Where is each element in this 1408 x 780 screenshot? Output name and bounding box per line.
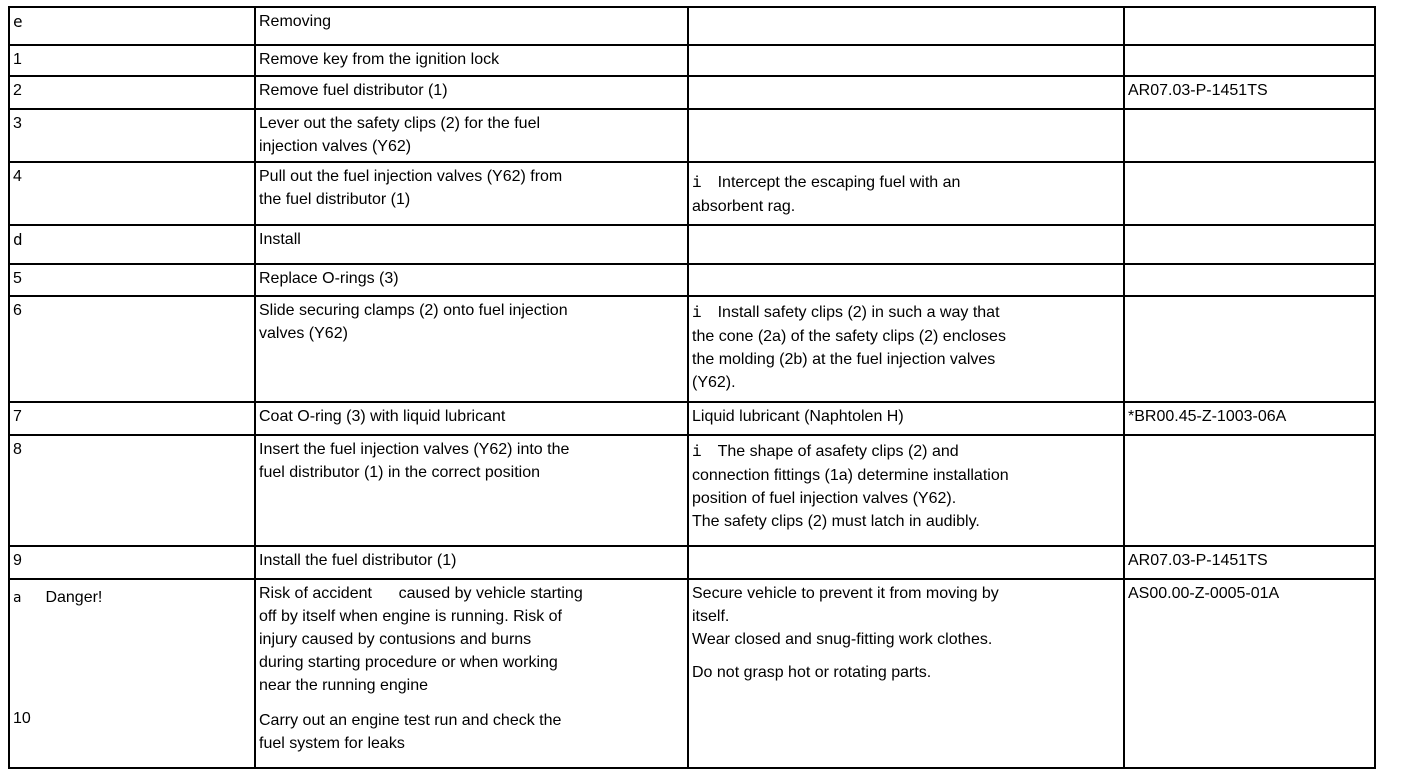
note-line: Install safety clips (2) in such a way that [717,304,1000,321]
action-line: Lever out the safety clips (2) for the fuel [259,115,541,132]
table-row [9,7,1375,45]
step-number: 10 [13,710,31,727]
note-line: the cone (2a) of the safety clips (2) encloses [692,328,1006,345]
table-row [9,162,1375,225]
action-line: injection valves (Y62) [259,138,412,155]
note-line: Secure vehicle to prevent it from moving by [692,585,999,602]
action-line: the fuel distributor (1) [259,191,411,208]
step-note [688,45,1124,76]
action-line: Insert the fuel injection valves (Y62) into the [259,441,570,458]
step-number: 5 [9,264,255,296]
action-line: during starting procedure or when working [259,654,558,671]
step-reference: AR07.03-P-1451TS [1124,76,1375,109]
action-line: Pull out the fuel injection valves (Y62) from [259,168,563,185]
step-number: 6 [9,296,255,402]
step-action: Remove key from the ignition lock [255,45,688,76]
step-note: Liquid lubricant (Naphtolen H) [688,402,1124,435]
danger-label: Danger! [45,589,103,606]
table-row [9,435,1375,546]
note-line: Intercept the escaping fuel with an [717,174,961,191]
table-row [9,264,1375,296]
step-reference [1124,225,1375,264]
note-line: The safety clips (2) must latch in audibly. [692,513,980,530]
step-action: Coat O-ring (3) with liquid lubricant [255,402,688,435]
table-row [9,109,1375,162]
note-line: (Y62). [692,374,736,391]
step-note [688,296,1124,402]
step-action: Replace O-rings (3) [255,264,688,296]
step-action: Install the fuel distributor (1) [255,546,688,579]
note-line: Do not grasp hot or rotating parts. [692,664,932,681]
note-line: absorbent rag. [692,198,796,215]
step-reference [1124,435,1375,546]
step-note [688,546,1124,579]
table-row [9,546,1375,579]
action-line: injury caused by contusions and burns [259,631,532,648]
note-line: The shape of asafety clips (2) and [717,443,959,460]
table-row [9,296,1375,402]
note-line: itself. [692,608,730,625]
action-line: Risk of accident caused by vehicle starting [259,585,583,602]
step-note [688,7,1124,45]
table-row [9,225,1375,264]
step-note [688,579,1124,768]
step-reference [1124,7,1375,45]
step-number: 8 [9,435,255,546]
step-number: 4 [9,162,255,225]
action-line: Carry out an engine test run and check the [259,712,562,729]
step-note [688,435,1124,546]
warning-icon: a [13,590,22,606]
step-number: e [9,7,255,45]
action-line: near the running engine [259,677,429,694]
step-note [688,225,1124,264]
step-note [688,109,1124,162]
step-number [9,579,255,768]
step-action: Install [255,225,688,264]
action-line: fuel system for leaks [259,735,405,752]
table-row [9,45,1375,76]
step-action: Remove fuel distributor (1) [255,76,688,109]
step-action: Removing [255,7,688,45]
table-row [9,579,1375,768]
info-icon: i [692,443,702,461]
step-reference: AS00.00-Z-0005-01A [1124,579,1375,768]
step-action [255,162,688,225]
note-line: connection fittings (1a) determine installation [692,467,1009,484]
info-icon: i [692,304,702,322]
step-reference [1124,296,1375,402]
note-line: Wear closed and snug-fitting work clothes. [692,631,993,648]
action-line: fuel distributor (1) in the correct position [259,464,541,481]
step-reference [1124,162,1375,225]
step-note [688,162,1124,225]
step-reference: *BR00.45-Z-1003-06A [1124,402,1375,435]
step-reference [1124,264,1375,296]
step-action [255,435,688,546]
step-number: 2 [9,76,255,109]
action-line: valves (Y62) [259,325,348,342]
step-reference: AR07.03-P-1451TS [1124,546,1375,579]
table-row [9,402,1375,435]
note-line: the molding (2b) at the fuel injection valves [692,351,996,368]
note-line: position of fuel injection valves (Y62). [692,490,957,507]
step-number: 3 [9,109,255,162]
step-action [255,296,688,402]
action-line: Slide securing clamps (2) onto fuel injection [259,302,568,319]
info-icon: i [692,174,702,192]
step-action [255,109,688,162]
step-reference [1124,45,1375,76]
step-number: d [9,225,255,264]
step-note [688,76,1124,109]
procedure-table [8,6,1376,769]
step-reference [1124,109,1375,162]
step-note [688,264,1124,296]
step-action [255,579,688,768]
step-number: 9 [9,546,255,579]
action-line: off by itself when engine is running. Risk of [259,608,562,625]
table-row [9,76,1375,109]
step-number: 1 [9,45,255,76]
step-number: 7 [9,402,255,435]
